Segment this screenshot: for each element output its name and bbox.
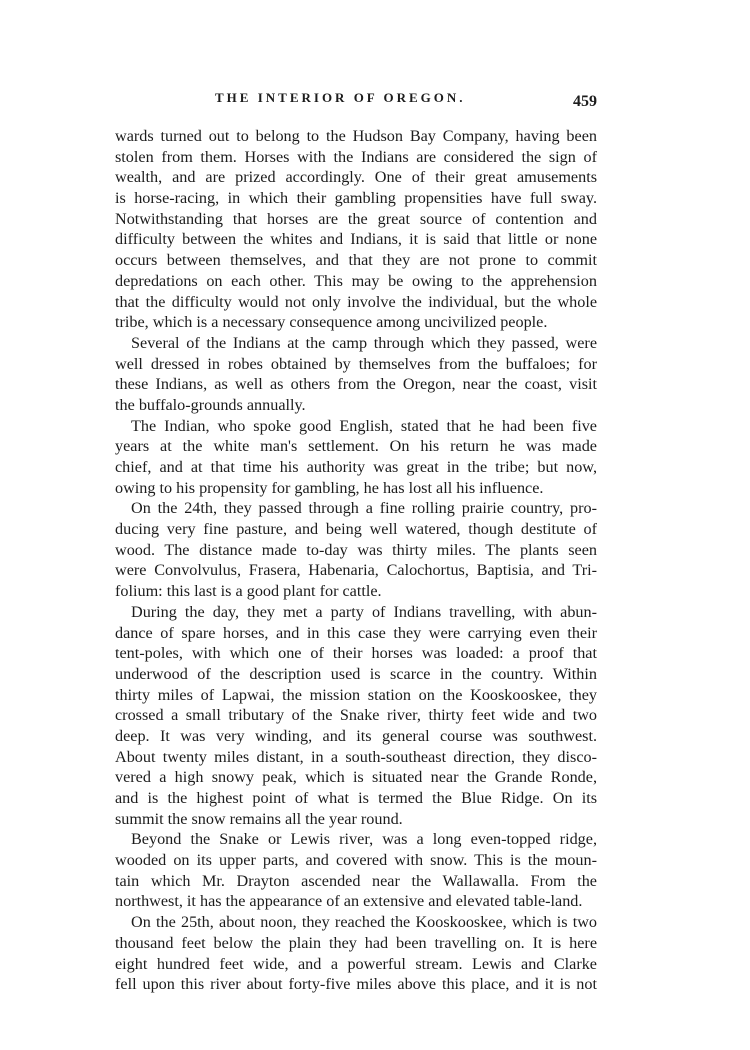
paragraph [115,829,597,912]
text-line: years at the white man's settlement. On his return he was made [115,437,597,456]
text-line: dance of spare horses, and in this case they were carrying even their [115,623,597,642]
paragraph [115,912,597,995]
text-line: ducing very fine pasture, and being well watered, though destitute of [115,520,597,539]
text-line: the buffalo-grounds annually. [115,395,306,414]
text-line: and is the highest point of what is termed the Blue Ridge. On its [115,789,597,807]
paragraph [115,498,597,601]
text-line: tribe, which is a necessary consequence among uncivilized people. [115,313,548,332]
text-line: thousand feet below the plain they had been travelling on. It is here [115,933,597,952]
text-line: During the day, they met a party of Indians travelling, with abun- [131,602,597,621]
text-line: summit the snow remains all the year round. [115,809,403,828]
text-line: On the 25th, about noon, they reached the Kooskooskee, which is two [131,913,597,932]
text-line: that the difficulty would not only involve the individual, but the whole [115,292,597,311]
text-line: occurs between themselves, and that they are not prone to commit [115,251,597,270]
text-line: thirty miles of Lapwai, the mission station on the Kooskooskee, they [115,685,597,704]
text-line: About twenty miles distant, in a south-southeast direction, they disco- [115,747,597,766]
text-line: northwest, it has the appearance of an extensive and elevated table-land. [115,892,583,911]
paragraph [115,602,597,830]
text-line: eight hundred feet wide, and a powerful stream. Lewis and Clarke [115,954,597,973]
paragraph [115,126,597,333]
text-line: fell upon this river about forty-five miles above this place, and it is not [115,975,597,994]
body-text [115,126,597,995]
text-line: wood. The distance made to-day was thirty miles. The plants seen [115,540,597,559]
running-title: THE INTERIOR OF OREGON. [215,90,466,105]
text-line: tent-poles, with which one of their horses was loaded: a proof that [115,644,597,663]
text-line: Notwithstanding that horses are the great source of contention and [115,209,597,228]
text-line: deep. It was very winding, and its general course was southwest. [115,726,597,745]
text-line: wooded on its upper parts, and covered with snow. This is the moun- [115,851,597,870]
text-line: well dressed in robes obtained by themselves from the buffaloes; for [115,354,597,373]
page-number: 459 [573,93,597,110]
text-line: Beyond the Snake or Lewis river, was a long even-topped ridge, [131,830,597,849]
text-line: these Indians, as well as others from the Oregon, near the coast, visit [115,375,597,394]
text-line: The Indian, who spoke good English, stated that he had been five [131,416,597,435]
text-line: wards turned out to belong to the Hudson Bay Company, having been [115,127,597,145]
text-line: Several of the Indians at the camp through which they passed, were [131,333,597,352]
text-line: is horse-racing, in which their gambling propensities have full sway. [115,189,597,208]
text-line: vered a high snowy peak, which is situated near the Grande Ronde, [115,768,597,787]
text-line: owing to his propensity for gambling, he has lost all his influence. [115,478,544,497]
text-line: depredations on each other. This may be owing to the apprehension [115,271,597,290]
text-line: underwood of the description used is scarce in the country. Within [115,664,597,683]
text-line: chief, and at that time his authority was great in the tribe; but now, [115,458,597,476]
text-line: difficulty between the whites and Indians, it is said that little or none [115,230,597,249]
running-head [115,90,597,116]
text-line: folium: this last is a good plant for cattle. [115,582,382,601]
text-line: stolen from them. Horses with the Indians are considered the sign of [115,147,597,166]
text-line: On the 24th, they passed through a fine rolling prairie country, pro- [131,499,597,518]
text-line: wealth, and are prized accordingly. One of their great amusements [115,168,597,187]
paragraph [115,333,597,416]
text-line: crossed a small tributary of the Snake river, thirty feet wide and two [115,706,597,725]
text-line: were Convolvulus, Frasera, Habenaria, Calochortus, Baptisia, and Tri- [115,561,597,580]
paragraph [115,416,597,499]
text-line: tain which Mr. Drayton ascended near the Wallawalla. From the [115,871,597,890]
